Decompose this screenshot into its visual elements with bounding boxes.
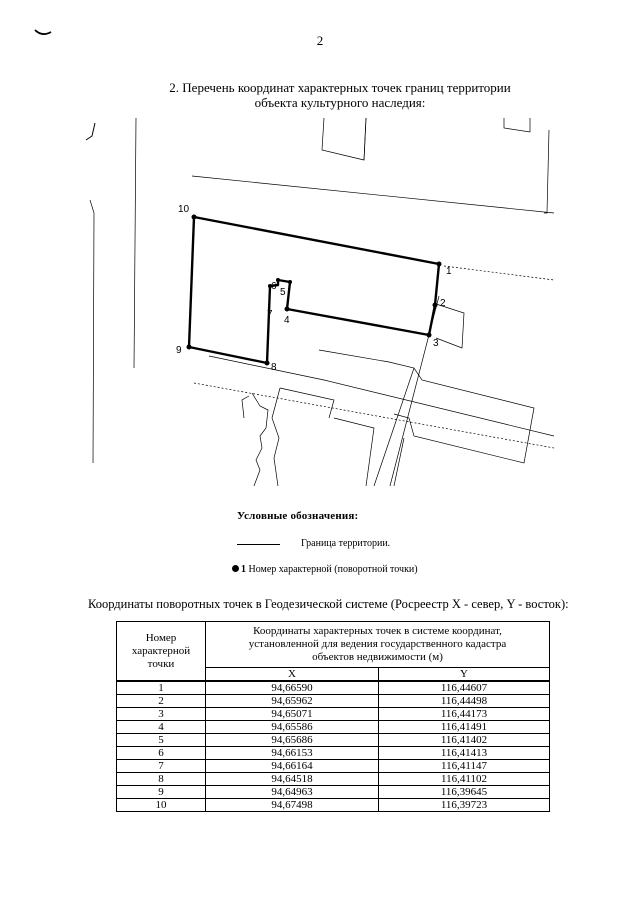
point-label-2: 2	[440, 298, 446, 309]
point-label-5: 5	[280, 287, 286, 298]
col-header-y: Y	[379, 668, 550, 682]
point-marker-8	[265, 361, 270, 366]
boundary-points	[187, 215, 442, 366]
col-header-coordinates: Координаты характерных точек в системе координат, установленной для ведения государственного кадастра объектов недвижимости (м)	[206, 622, 550, 668]
heading-line-1: 2. Перечень координат характерных точек границ территории	[169, 80, 511, 95]
legend-point-icon	[232, 565, 239, 572]
legend-point-label: Номер характерной (поворотной точки)	[248, 564, 418, 575]
point-label-1: 1	[446, 266, 452, 277]
table-row: 2 94,65962 116,44498	[117, 695, 550, 708]
point-marker-10	[192, 215, 197, 220]
point-label-9: 9	[176, 345, 182, 356]
point-label-3: 3	[433, 338, 439, 349]
section-heading	[140, 80, 540, 110]
legend-title: Условные обозначения:	[237, 510, 359, 522]
point-marker-4	[285, 307, 290, 312]
point-marker-2	[433, 303, 438, 308]
table-row: 7 94,66164 116,41147	[117, 760, 550, 773]
table-row: 4 94,65586 116,41491	[117, 721, 550, 734]
table-row: 10 94,67498 116,39723	[117, 799, 550, 812]
table-header-row	[117, 622, 550, 668]
table-row: 6 94,66153 116,41413	[117, 747, 550, 760]
legend-boundary-line	[237, 544, 280, 545]
point-marker-6	[276, 278, 280, 282]
point-labels	[176, 204, 452, 373]
coordinates-table	[116, 621, 550, 812]
table-row: 3 94,65071 116,44173	[117, 708, 550, 721]
table-row: 8 94,64518 116,41102	[117, 773, 550, 786]
page-number: 2	[316, 33, 324, 48]
table-row: 5 94,65686 116,41402	[117, 734, 550, 747]
table-row: 9 94,64963 116,39645	[117, 786, 550, 799]
point-label-8: 8	[271, 362, 277, 373]
legend-point-row	[232, 564, 418, 575]
territory-boundary	[189, 217, 439, 363]
col-header-x: X	[206, 668, 379, 682]
point-label-6: 6	[271, 281, 277, 292]
point-marker-3	[427, 333, 432, 338]
point-label-7: 7	[267, 309, 273, 320]
point-marker-5	[288, 280, 292, 284]
coordinates-subtitle: Координаты поворотных точек в Геодезической системе (Росреестр X - север, Y - восток):	[88, 597, 569, 611]
point-label-4: 4	[284, 315, 290, 326]
heading-line-2: объекта культурного наследия:	[254, 95, 426, 110]
point-marker-1	[437, 262, 442, 267]
table-row: 1 94,66590 116,44607	[117, 681, 550, 695]
point-marker-9	[187, 345, 192, 350]
point-label-10: 10	[178, 204, 190, 215]
legend-point-number: 1	[241, 564, 246, 575]
legend-boundary-label: Граница территории.	[301, 538, 391, 549]
col-header-number: Номер характерной точки	[117, 622, 206, 682]
map-background	[86, 118, 554, 486]
site-plan-map	[84, 118, 554, 486]
